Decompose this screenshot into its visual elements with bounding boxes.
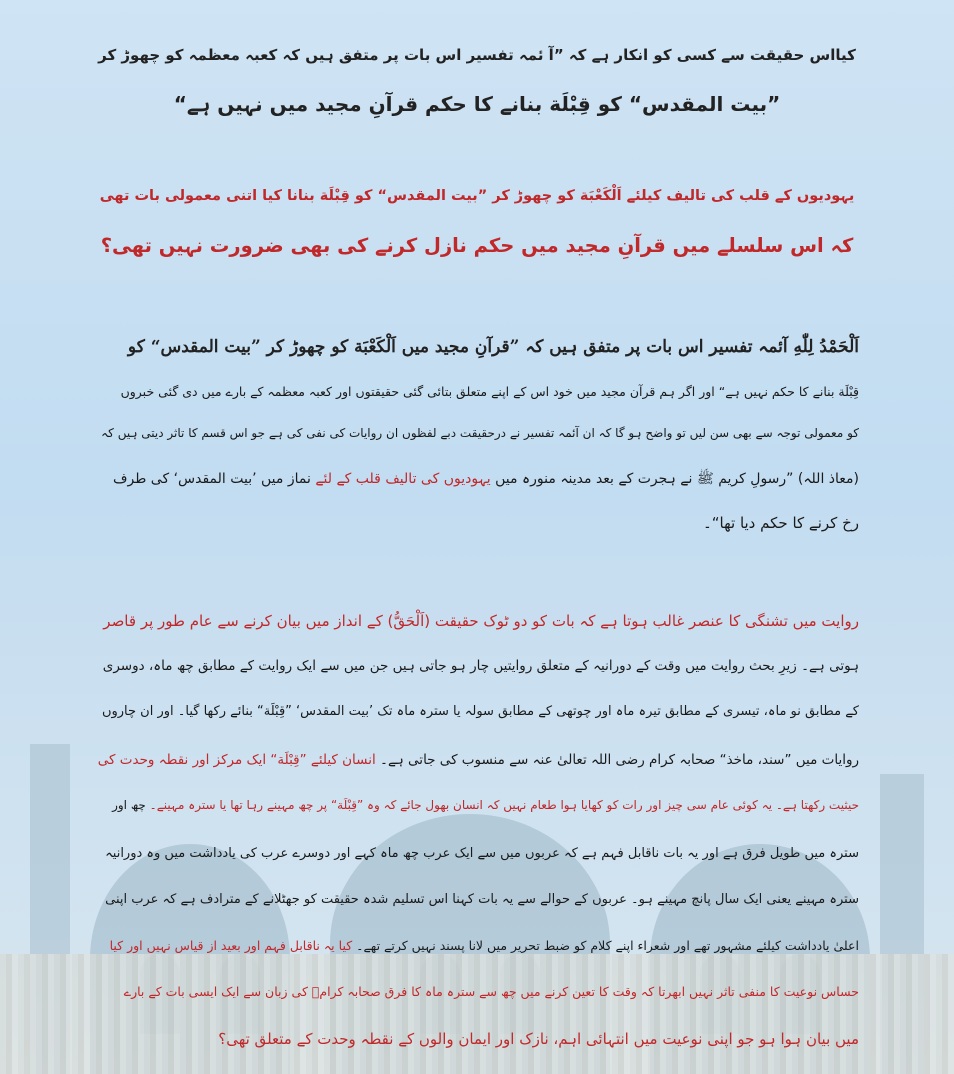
para2-line-10: میں بیان ہوا ہو جو اپنی نوعیت میں انتہائی اہم، نازک اور ایمان والوں کے نقطہ وحدت کے متعلق تھی؟ bbox=[218, 1030, 859, 1048]
para1-line-3: کو معمولی توجہ سے بھی سن لیں تو واضح ہو گا کہ ان آئمہ تفسیر نے درحقیقت دبے لفظوں ان روایات کی نفی کی ہے جو اس قسم کا تاثر دیتی ہیں کہ bbox=[101, 426, 859, 440]
para1-line-4 bbox=[95, 470, 859, 490]
para1-intro: اَلْحَمْدُ لِلّٰهِ آئمہ تفسیر اس بات پر متفق ہیں کہ ”قرآنِ مجید میں اَلْکَعْبَة کو چھوڑ کر ”بیت المقدس“ کو bbox=[127, 337, 859, 357]
para2-line-4a: روایات میں ”سند، ماخذ“ صحابہ کرام رضی اللہ تعالیٰ عنہ سے منسوب کی جاتی ہے۔ bbox=[380, 752, 859, 768]
para2-line-1: روایت میں تشنگی کا عنصر غالب ہوتا ہے کہ بات کو دو ٹوک حقیقت (اَلْحَقُّ) کے انداز میں بیان کرنے سے عام طور پر قاصر bbox=[103, 612, 859, 630]
para2-line-8 bbox=[95, 938, 859, 953]
para1-line-2: قِبْلَة بنانے کا حکم نہیں ہے“ اور اگر ہم قرآن مجید میں خود اس کے اپنے متعلق بتائی گئی حقیقتوں اور کعبہ معظمہ کے بارے میں دی گئی خبروں bbox=[120, 384, 859, 399]
para2-line-9: حساس نوعیت کا منفی تاثر نہیں ابھرتا کہ وقت کا تعین کرنے میں چھ سے سترہ ماہ کا فرق صحابہ کرامؓ کی زبان سے ایک ایسی بات کے بارے bbox=[123, 984, 859, 999]
heading-line-1: کیااس حقیقت سے کسی کو انکار ہے کہ ”آ ئمہ تفسیر اس بات پر متفق ہیں کہ کعبہ معظمہ کو چھوڑ کر bbox=[98, 46, 856, 64]
para2-line-8b: کیا یہ ناقابل فہم اور بعید از قیاس نہیں اور کیا bbox=[109, 938, 353, 953]
para2-line-5a: حیثیت رکھتا ہے۔ یہ کوئی عام سی چیز اور رات کو کھایا ہوا طعام نہیں کہ انسان بھول جائے کہ وہ ”قِبْلَة“ پر چھ مہینے رہا تھا یا سترہ مہینے۔ bbox=[149, 798, 859, 812]
para2-line-3: کے مطابق نو ماہ، تیسری کے مطابق تیرہ ماہ اور چوتھی کے مطابق سولہ یا سترہ ماہ تک ’بیت المقدس‘ ”قِبْلَة“ بنائے رکھا گیا۔ اور ان چاروں bbox=[101, 704, 859, 719]
question-line-1: یہودیوں کے قلب کی تالیف کیلئے اَلْکَعْبَة کو چھوڑ کر ”بیت المقدس“ کو قِبْلَة بنانا کیا اتنی معمولی بات تھی bbox=[99, 188, 855, 204]
para2-line-5b: چھ اور bbox=[112, 798, 146, 812]
para1-line-4a: (معاذ اللہ) ”رسولِ کریم ﷺ نے ہجرت کے بعد مدینہ منورہ میں bbox=[495, 471, 859, 487]
para2-line-6: سترہ میں طویل فرق ہے اور یہ بات ناقابل فہم ہے کہ عربوں میں سے ایک عرب چھ ماہ کہے اور دوسرے عرب کی یادداشت میں وہ دورانیہ bbox=[105, 846, 859, 861]
para1-line-5: رخ کرنے کا حکم دیا تھا“۔ bbox=[702, 514, 859, 532]
para2-line-5 bbox=[95, 798, 859, 812]
question-line-2: کہ اس سلسلے میں قرآنِ مجید میں حکم نازل کرنے کی بھی ضرورت نہیں تھی؟ bbox=[100, 234, 854, 257]
heading-line-2: ”بیت المقدس“ کو قِبْلَة بنانے کا حکم قرآنِ مجید میں نہیں ہے“ bbox=[173, 92, 781, 116]
para2-line-4 bbox=[95, 752, 859, 768]
para2-highlight-qibla: انسان کیلئے ”قِبْلَة“ ایک مرکز اور نقطہ وحدت کی bbox=[97, 752, 376, 768]
para2-line-7: سترہ مہینے یعنی ایک سال پانچ مہینے ہو۔ عربوں کے حوالے سے یہ بات کہنا اس تسلیم شدہ حقیقت کو جھٹلانے کے مترادف ہے کہ عرب اپنی bbox=[105, 892, 859, 907]
para2-line-2: ہوتی ہے۔ زیرِ بحث روایت میں وقت کے دورانیہ کے متعلق روایتیں چار ہو جاتی ہیں جن میں سے ایک روایت کے مطابق چھ ماہ، دوسری bbox=[102, 658, 859, 674]
para1-highlight: یہودیوں کی تالیف قلب کے لئے bbox=[315, 471, 491, 487]
para1-line-4c: نماز میں ’بیت المقدس‘ کی طرف bbox=[112, 471, 311, 487]
para2-line-8a: اعلیٰ یادداشت کیلئے مشہور تھے اور شعراء اپنے کلام کو ضبط تحریر میں لانا پسند نہیں کرتے تھے۔ bbox=[356, 938, 859, 953]
